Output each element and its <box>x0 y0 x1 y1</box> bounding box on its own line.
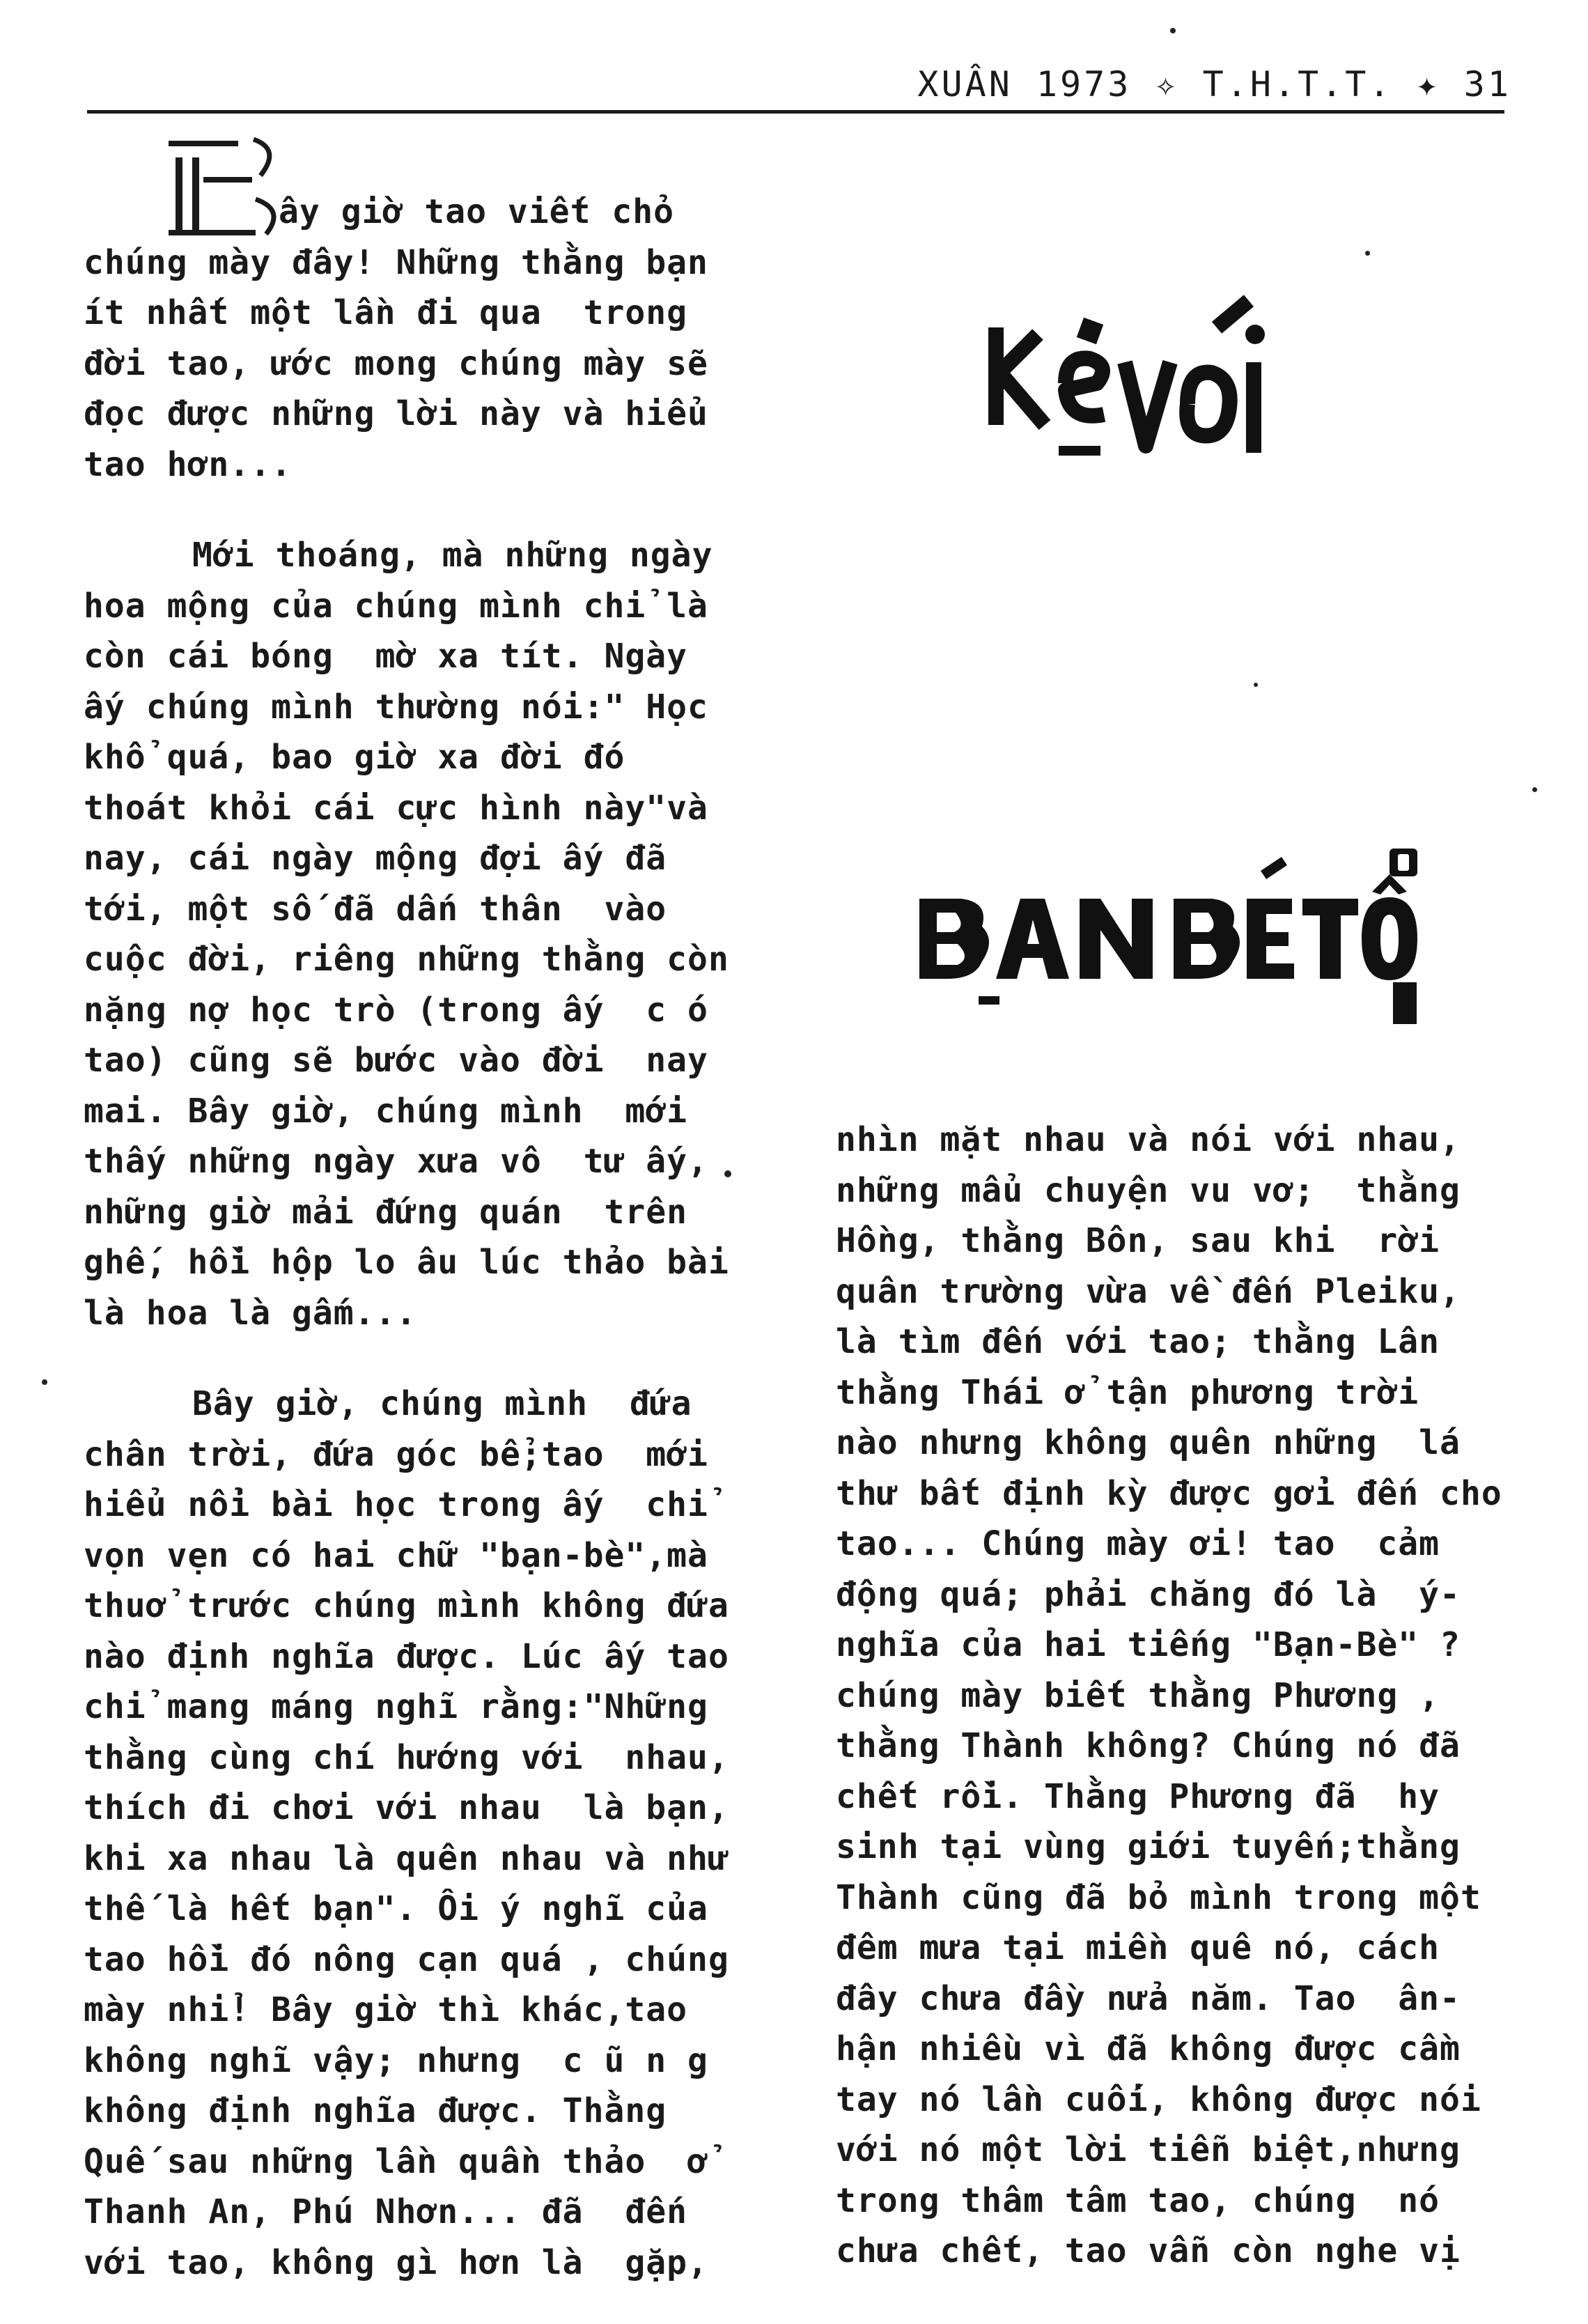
text-line: với tao, không gì hơn là gặp, <box>84 2242 708 2282</box>
text-line: là tìm đến với tao; thằng Lân <box>836 1322 1440 1361</box>
text-line: ây giờ tao viết chỏ <box>279 192 675 231</box>
text-line: tay nó lần cuối, không được nói <box>836 2079 1481 2119</box>
text-line: vọn vẹn có hai chữ "bạn-bè",mà <box>84 1535 708 1575</box>
text-line: mày nhỉ! Bây giờ thì khác,tao <box>84 1990 688 2029</box>
text-line: còn cái bóng mờ xa tít. Ngày <box>84 637 688 676</box>
header-rule <box>87 110 1504 114</box>
text-line: sinh tại vùng giới tuyến;thằng <box>836 1827 1461 1866</box>
text-line: Thành cũng đã bỏ mình trong một <box>836 1877 1481 1917</box>
text-line: động quá; phải chăng đó là ý- <box>836 1574 1461 1614</box>
text-line: chưa chết, tao vẫn còn nghe vị <box>836 2231 1461 2270</box>
text-line: hoa mộng của chúng mình chỉ là <box>84 586 708 626</box>
text-line: chúng mày biết thằng Phương , <box>836 1675 1440 1715</box>
text-line: thế là hết bạn". Ôi ý nghĩ của <box>84 1889 708 1928</box>
text-line: thằng cùng chí hướng với nhau, <box>84 1737 729 1777</box>
text-line: chỉ mang máng nghĩ rằng:"Những <box>84 1687 708 1726</box>
text-line: khổ quá, bao giờ xa đời đó <box>84 738 625 777</box>
text-line: hiểu nổi bài học trong ấy chỉ <box>84 1485 708 1524</box>
text-line: chúng mày đây! Những thằng bạn <box>84 242 708 282</box>
scan-speck <box>724 1170 731 1177</box>
title-logo-ban-be-toi <box>912 843 1421 1031</box>
scan-speck <box>1170 28 1176 33</box>
text-line: tao hơn... <box>84 444 292 484</box>
text-line: ấy chúng mình thường nói:" Học <box>84 687 708 727</box>
text-line: Thanh An, Phú Nhơn... đã đến <box>84 2192 688 2231</box>
text-line: thằng Thành không? Chúng nó đã <box>836 1726 1461 1765</box>
text-line: tao hồi đó nông cạn quá , chúng <box>84 1939 729 1979</box>
scan-speck <box>1365 251 1370 256</box>
text-line: nào nhưng không quên những lá <box>836 1423 1461 1462</box>
text-line: quân trường vừa về đến Pleiku, <box>836 1271 1461 1311</box>
text-line: ghế, hồi hộp lo âu lúc thảo bài <box>84 1243 729 1282</box>
text-line: nào định nghĩa được. Lúc ấy tao <box>84 1636 729 1676</box>
text-line: Mới thoáng, mà những ngày <box>192 536 713 575</box>
text-line: cuộc đời, riêng những thằng còn <box>84 940 729 979</box>
text-line: đời tao, ước mong chúng mày sẽ <box>84 343 708 383</box>
text-line: những giờ mải đứng quán trên <box>84 1192 688 1232</box>
paragraph-gap <box>84 1338 752 1379</box>
text-line: đây chưa đầy nửa năm. Tao ân- <box>836 1978 1461 2018</box>
text-line: chết rồi. Thằng Phương đã hy <box>836 1776 1440 1816</box>
text-line: nhìn mặt nhau và nói với nhau, <box>836 1120 1461 1159</box>
text-line: Hồng, thằng Bôn, sau khi rời <box>836 1221 1440 1260</box>
scan-speck <box>42 1379 47 1385</box>
text-line: thoát khỏi cái cực hình này"và <box>84 788 708 828</box>
text-line: nặng nợ học trò (trong ấy c ó <box>84 990 708 1030</box>
paragraph-gap <box>84 490 752 530</box>
title-logo-ke-voi <box>975 279 1295 481</box>
text-line: khi xa nhau là quên nhau và như <box>84 1838 729 1878</box>
text-line: với nó một lời tiễn biệt,nhưng <box>836 2130 1461 2169</box>
text-line: đọc được những lời này và hiểu <box>84 394 708 433</box>
text-line: không nghĩ vậy; nhưng c ũ n g <box>84 2040 708 2080</box>
text-line: những mẩu chuyện vu vơ; thằng <box>836 1170 1461 1210</box>
text-line: nay, cái ngày mộng đợi ấy đã <box>84 839 667 878</box>
text-line: đêm mưa tại miền quê nó, cách <box>836 1928 1440 1967</box>
scan-speck <box>1254 683 1258 687</box>
running-head: XUÂN 1973 ✧ T.H.T.T. ✦ 31 <box>917 64 1511 104</box>
text-line: trong thâm tâm tao, chúng nó <box>836 2180 1440 2220</box>
scan-speck <box>1532 787 1537 792</box>
text-line: thấy những ngày xưa vô tư ấy, <box>84 1142 708 1181</box>
text-line: là hoa là gấm... <box>84 1293 417 1333</box>
text-line: tới, một số đã dấn thân vào <box>84 889 667 929</box>
text-line: nghĩa của hai tiếng "Bạn-Bè" ? <box>836 1625 1461 1664</box>
right-column <box>836 1115 1508 2277</box>
text-line: tao) cũng sẽ bước vào đời nay <box>84 1041 708 1080</box>
text-line: thằng Thái ở tận phương trời <box>836 1372 1419 1412</box>
text-line: chân trời, đứa góc bể;tao mới <box>84 1434 708 1474</box>
text-line: mai. Bây giờ, chúng mình mới <box>84 1091 688 1131</box>
text-line: ít nhất một lần đi qua trong <box>84 293 688 332</box>
text-line: không định nghĩa được. Thằng <box>84 2091 667 2130</box>
left-column <box>84 187 752 2288</box>
text-line: tao... Chúng mày ơi! tao cảm <box>836 1524 1440 1563</box>
text-line: Quế sau những lần quần thảo ở <box>84 2141 708 2181</box>
text-line: hận nhiều vì đã không được cầm <box>836 2029 1461 2068</box>
text-line: thư bất định kỳ được gởi đến cho <box>836 1473 1502 1513</box>
text-line: thích đi chơi với nhau là bạn, <box>84 1788 729 1827</box>
text-line: Bây giờ, chúng mình đứa <box>192 1384 692 1423</box>
text-line: thuở trước chúng mình không đứa <box>84 1586 729 1625</box>
